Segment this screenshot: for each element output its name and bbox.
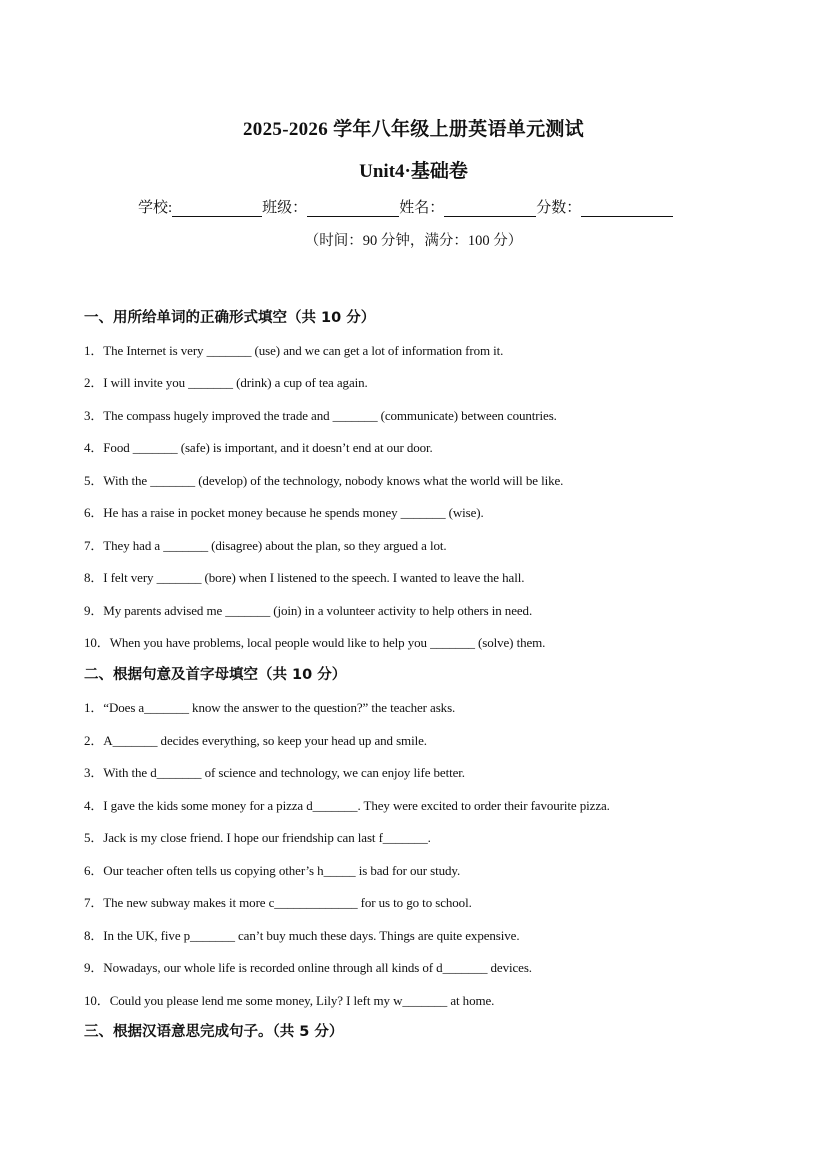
question-item: 5．With the _______ (develop) of the technology, nobody knows what the world will be like. — [84, 473, 564, 488]
question-item: 4．Food _______ (safe) is important, and it doesn’t end at our door. — [84, 440, 433, 455]
class-blank[interactable] — [307, 200, 399, 217]
exam-subtitle: Unit4·基础卷 — [359, 161, 468, 182]
student-info-row — [138, 196, 673, 217]
section-heading: 一、用所给单词的正确形式填空（共 10 分） — [84, 310, 376, 326]
exam-title: 2025-2026 学年八年级上册英语单元测试 — [243, 119, 584, 140]
question-item: 4．I gave the kids some money for a pizza d_______. They were excited to order their favourite pizza. — [84, 798, 610, 813]
school-blank[interactable] — [172, 200, 262, 217]
section-heading: 三、根据汉语意思完成句子。（共 5 分） — [84, 1024, 344, 1040]
name-label: 姓名： — [399, 200, 445, 216]
question-item: 1．The Internet is very _______ (use) and we can get a lot of information from it. — [84, 343, 504, 358]
score-blank[interactable] — [581, 200, 673, 217]
question-item: 1．“Does a_______ know the answer to the question?” the teacher asks. — [84, 700, 456, 715]
name-blank[interactable] — [444, 200, 536, 217]
question-item: 9．Nowadays, our whole life is recorded online through all kinds of d_______ devices. — [84, 960, 532, 975]
question-item: 5．Jack is my close friend. I hope our friendship can last f_______. — [84, 830, 431, 845]
question-item: 9．My parents advised me _______ (join) in a volunteer activity to help others in need. — [84, 603, 533, 618]
question-item: 8．I felt very _______ (bore) when I listened to the speech. I wanted to leave the hall. — [84, 570, 525, 585]
time-note: （时间：90 分钟，满分：100 分） — [304, 233, 523, 249]
question-item: 6．Our teacher often tells us copying other’s h_____ is bad for our study. — [84, 863, 461, 878]
question-item: 10．When you have problems, local people would like to help you _______ (solve) them. — [84, 635, 546, 650]
question-item: 7．They had a _______ (disagree) about the plan, so they argued a lot. — [84, 538, 447, 553]
question-item: 6．He has a raise in pocket money because he spends money _______ (wise). — [84, 505, 484, 520]
question-item: 2．I will invite you _______ (drink) a cup of tea again. — [84, 375, 368, 390]
class-label: 班级： — [262, 200, 308, 216]
school-label: 学校: — [138, 200, 173, 216]
question-item: 3．With the d_______ of science and technology, we can enjoy life better. — [84, 765, 465, 780]
section-heading: 二、根据句意及首字母填空（共 10 分） — [84, 667, 347, 683]
question-item: 2．A_______ decides everything, so keep your head up and smile. — [84, 733, 427, 748]
score-label: 分数： — [536, 200, 582, 216]
question-item: 8．In the UK, five p_______ can’t buy much these days. Things are quite expensive. — [84, 928, 520, 943]
question-item: 7．The new subway makes it more c_____________ for us to go to school. — [84, 895, 472, 910]
question-item: 10．Could you please lend me some money, Lily? I left my w_______ at home. — [84, 993, 495, 1008]
question-item: 3．The compass hugely improved the trade and _______ (communicate) between countries. — [84, 408, 557, 423]
